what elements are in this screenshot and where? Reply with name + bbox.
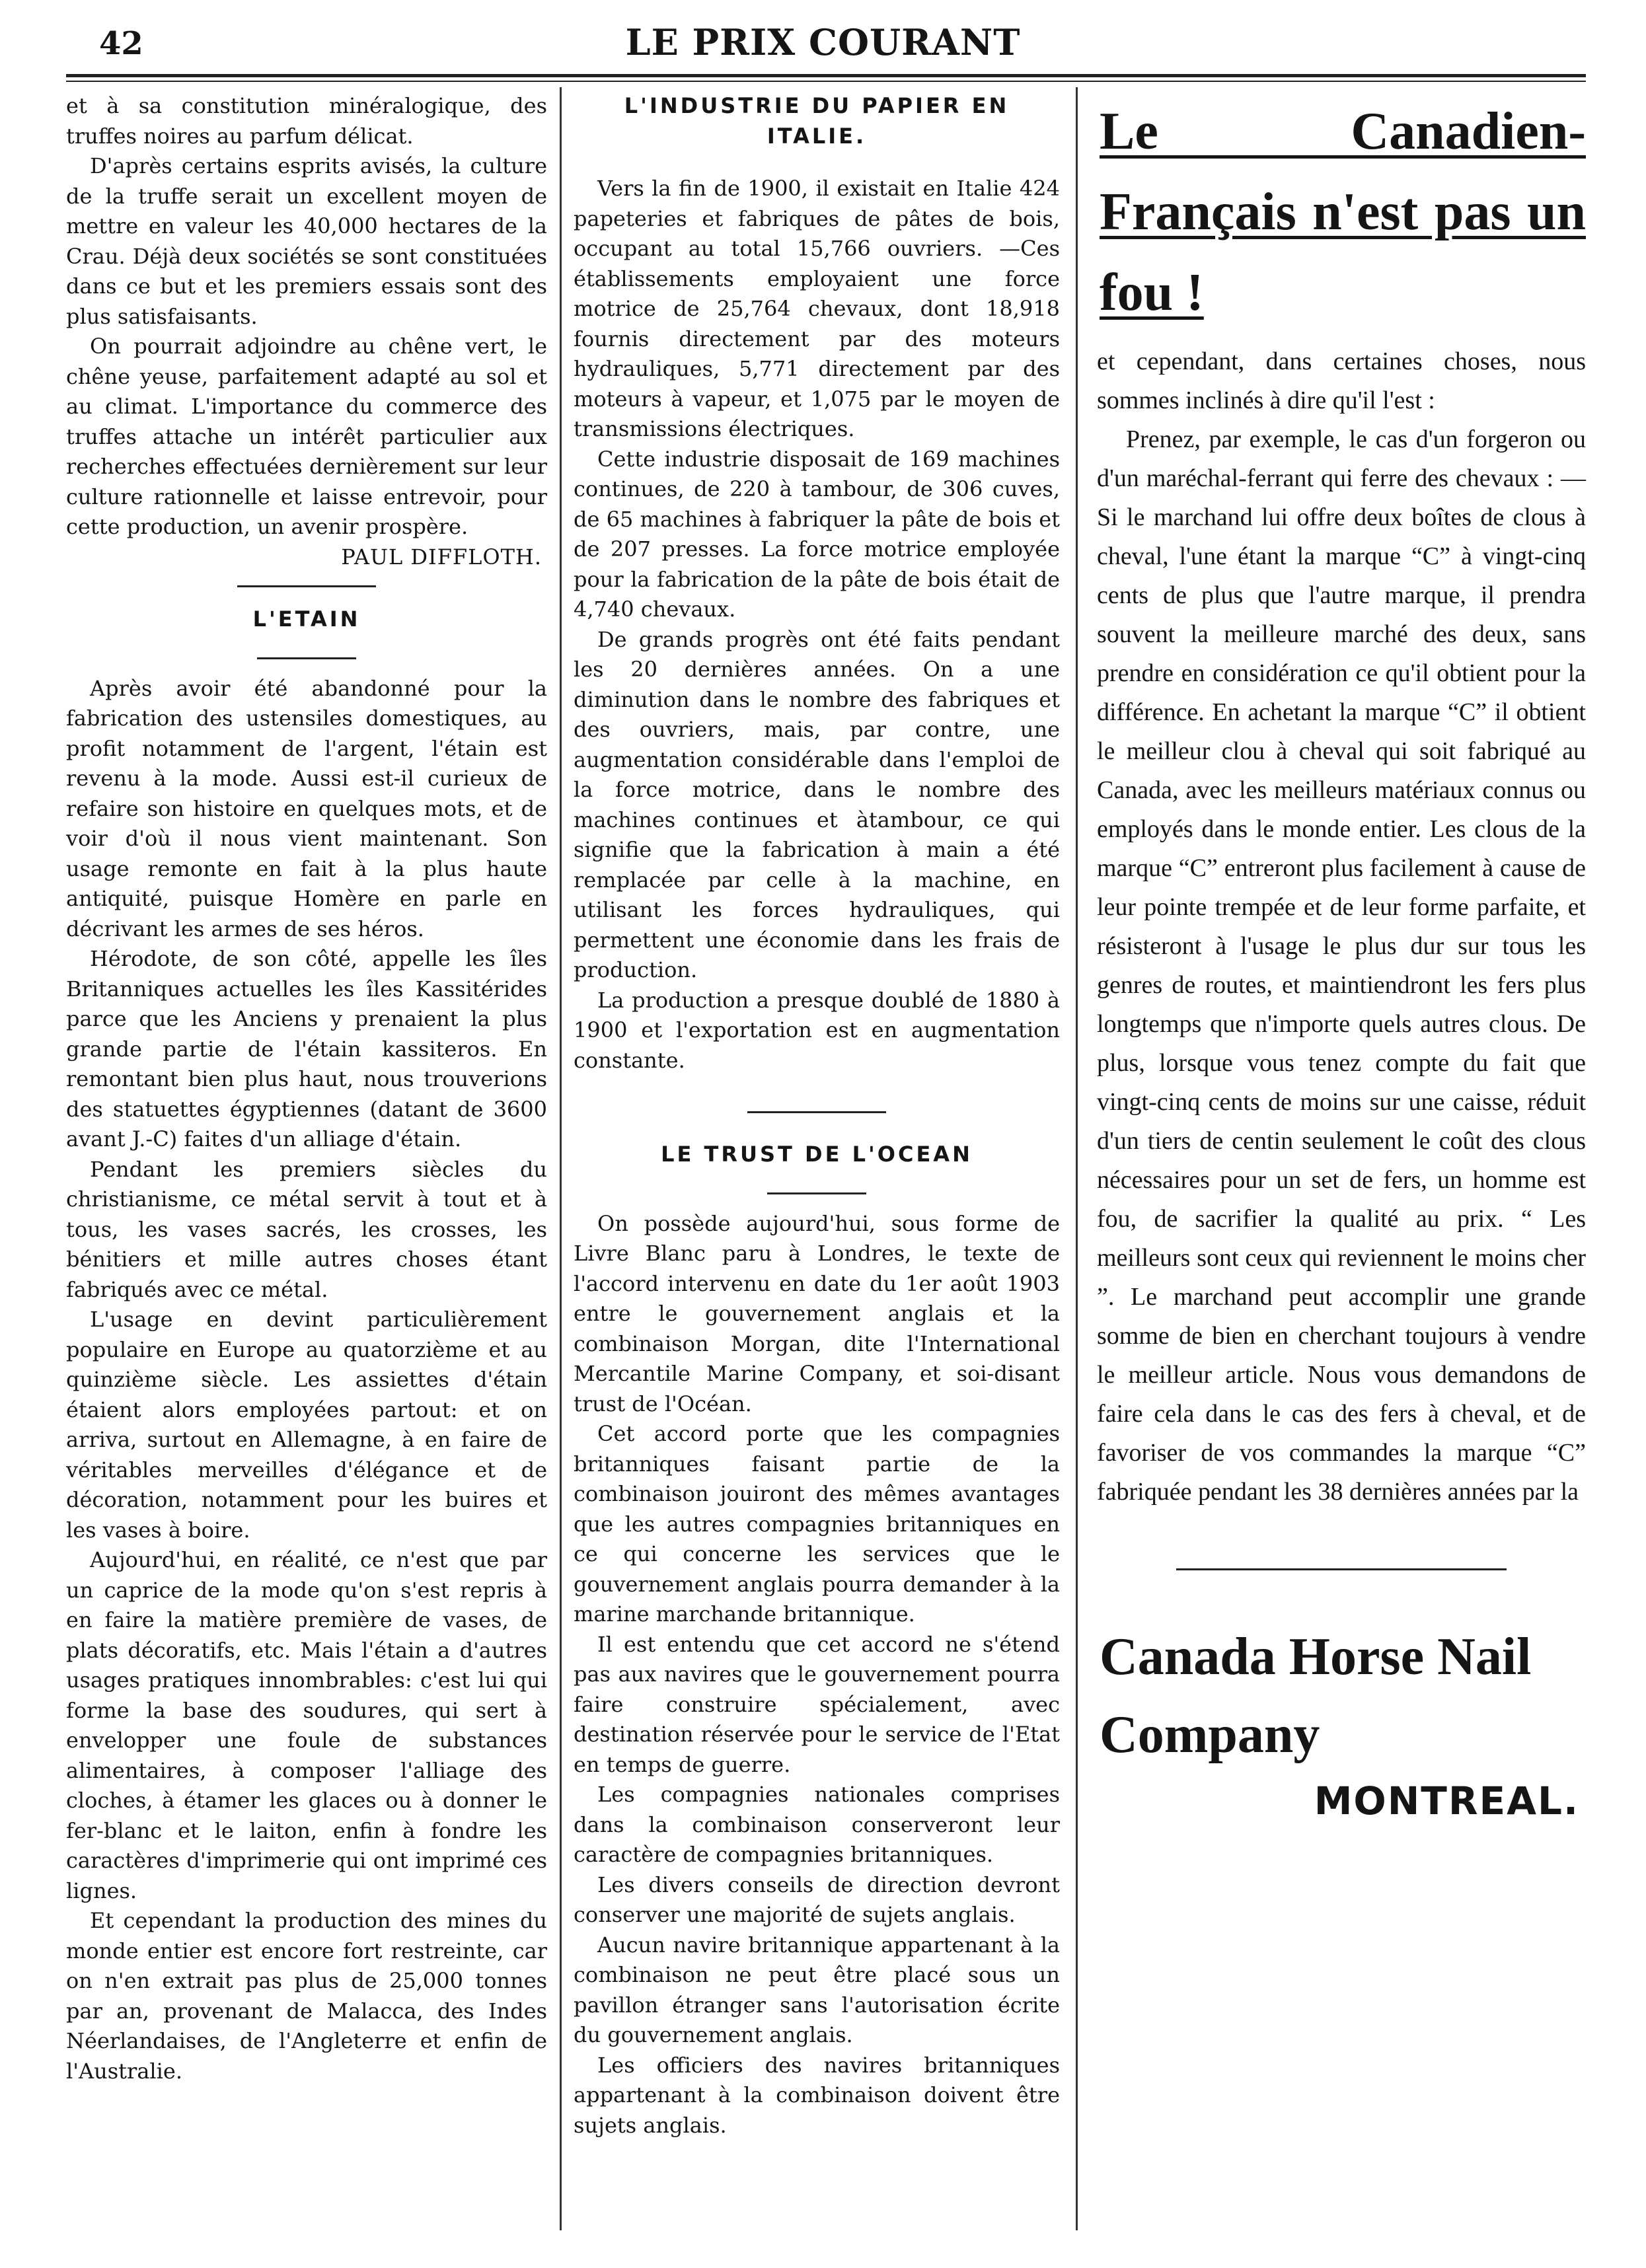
paragraph: Après avoir été abandonné pour la fabrication des ustensiles domestiques, au profit notamment de l'argent, l'étain est revenu à la mode. Aussi est-il curieux de refaire son histoire en quelques mots, et de voir d'où il nous vient maintenant. Son usage remonte en fait à la plus haute antiquité, puisque Homère en parle en décrivant les armes de ses héros. bbox=[66, 675, 547, 941]
column-divider-2 bbox=[1076, 87, 1078, 2230]
header-rule-thin bbox=[66, 81, 1586, 82]
ad-rule bbox=[1176, 1568, 1507, 1570]
paragraph: L'usage en devint particulièrement populaire en Europe au quatorzième et au quinzième siècle. Les assiettes d'étain étaient alors employées partout: et on arriva, surtout en Allemagne, à en faire de véritables merveilles d'élégance et de décoration, notamment pour les buires et les vases à boire. bbox=[66, 1307, 547, 1543]
section-rule bbox=[767, 1192, 866, 1194]
paragraph: Aucun navire britannique appartenant à la combinaison ne peut être placé sous un pavillon étranger sans l'autorisation écrite du gouvernement anglais. bbox=[574, 1932, 1060, 2047]
ad-paragraph: Prenez, par exemple, le cas d'un forgeron ou d'un maréchal-ferrant qui ferre des chevaux : — Si le marchand lui offre deux boîtes de clous à cheval, l'une étant la marque “C” à vingt-cinq cents de plus que l'autre marque, il prendra souvent la meilleure marché des deux, sans prendre en considération ce qu'il obtient pour la différence. En achetant la marque “C” il obtient le meilleur clou à cheval qui soit fabriqué au Canada, avec les meilleurs matériaux connus ou employés dans le monde entier. Les clous de la marque “C” entreront plus facilement à cause de leur pointe trempée et de leur forme parfaite, et résisteront à l'usage le plus dur sur tous les genres de routes, et maintiendront les fers plus longtemps que n'importe quels autres clous. De plus, lorsque vous tenez compte du fait que vingt-cinq cents de moins sur une caisse, réduit d'un tiers de centin seulement le coût des clous nécessaires pour un set de fers, un homme est fou, de sacrifier la qualité au prix. “ Les meilleurs sont ceux qui reviennent le moins cher ”. Le marchand peut accomplir une grande somme de bien en cherchant toujours à vendre le meilleur article. Nous vous demandons de faire cela dans le cas des fers à cheval, et de favoriser de vos commandes la marque “C” fabriquée pendant les 38 dernières années par la bbox=[1097, 425, 1586, 1506]
paragraph: Il est entendu que cet accord ne s'étend pas aux navires que le gouvernement pourra faire construire spécialement, avec destination réservée pour le service de l'Etat en temps de guerre. bbox=[574, 1631, 1060, 1777]
advertisement bbox=[1097, 91, 1586, 2228]
running-header-title: LE PRIX COURANT bbox=[625, 21, 1021, 63]
ad-company-name: Canada Horse Nail Company bbox=[1100, 1628, 1532, 1764]
paragraph: On pourrait adjoindre au chêne vert, le chêne yeuse, parfaitement adapté au sol et au climat. L'importance du commerce des truffes attache un intérêt particulier aux recherches effectuées dernièrement sur leur culture rationnelle et laisse entrevoir, pour cette production, un avenir prospère. bbox=[66, 334, 547, 539]
ad-city: MONTREAL. bbox=[1314, 1778, 1579, 1823]
paragraph: Hérodote, de son côté, appelle les îles Britanniques actuelles les îles Kassitérides parce que les Anciens y prenaient la plus grande partie de l'étain kassiteros. En remontant bien plus haut, nous trouverions des statuettes égyptiennes (datant de 3600 avant J.-C) faites d'un alliage d'étain. bbox=[66, 946, 547, 1152]
column-left bbox=[66, 91, 547, 2228]
column-divider-1 bbox=[560, 87, 562, 2230]
ad-headline: Le Canadien-Français n'est pas un fou ! bbox=[1100, 102, 1586, 322]
paragraph: La production a presque doublé de 1880 à 1900 et l'exportation est en augmentation constante. bbox=[574, 987, 1060, 1073]
ad-paragraph: et cependant, dans certaines choses, nous sommes inclinés à dire qu'il l'est : bbox=[1097, 348, 1586, 414]
paragraph: Pendant les premiers siècles du christianisme, ce métal servit à tout et à tous, les vases sacrés, les crosses, les bénitiers et mille autres choses étant fabriqués avec ce métal. bbox=[66, 1156, 547, 1302]
paragraph: De grands progrès ont été faits pendant les 20 dernières années. On a une diminution dans le nombre des fabriques et des ouvriers, mais, par contre, une augmentation considérable dans l'emploi de la force motrice, dans le nombre des machines continues et àtambour, ce qui signifie que la fabrication à main a été remplacée par celle à la machine, en utilisant les forces hydrauliques, qui permettent une économie dans les frais de production. bbox=[574, 626, 1060, 982]
paragraph: D'après certains esprits avisés, la culture de la truffe serait un excellent moyen de mettre en valeur les 40,000 hectares de la Crau. Déjà deux sociétés se sont constituées dans ce but et les premiers essais sont des plus satisfaisants. bbox=[66, 153, 547, 329]
paragraph: Les compagnies nationales comprises dans la combinaison conserveront leur caractère de compagnies britanniques. bbox=[574, 1782, 1060, 1867]
paragraph: et à sa constitution minéralogique, des truffes noires au parfum délicat. bbox=[66, 93, 547, 149]
section-rule bbox=[747, 1111, 886, 1113]
section-rule bbox=[237, 585, 376, 587]
paragraph: Et cependant la production des mines du monde entier est encore fort restreinte, car on n'en extrait pas plus de 25,000 tonnes par an, provenant de Malacca, des Indes Néerlandaises, de l'Angleterre et enfin de l'Australie. bbox=[66, 1908, 547, 2084]
paragraph: Aujourd'hui, en réalité, ce n'est que par un caprice de la mode qu'on s'est repris à en faire la matière première de vases, de plats décoratifs, etc. Mais l'étain a d'autres usages pratiques innombrables: c'est lui qui forme la base des soudures, qui sert à envelopper une foule de substances alimentaires, à composer l'alliage des cloches, à étamer les glaces ou à donner le fer-blanc et le laiton, enfin à fondre les caractères d'imprimerie qui ont imprimé ces lignes. bbox=[66, 1547, 547, 1903]
section-heading-trust: LE TRUST DE L'OCEAN bbox=[661, 1142, 973, 1167]
header-rule-thick bbox=[66, 74, 1586, 77]
paragraph: Cet accord porte que les compagnies britanniques faisant partie de la combinaison jouiront des mêmes avantages que les autres compagnies britanniques en ce qui concerne les services que le gouvernement anglais pourra demander à la marine marchande britannique. bbox=[574, 1421, 1060, 1627]
section-heading-etain: L'ETAIN bbox=[252, 606, 361, 632]
column-middle bbox=[574, 91, 1060, 2228]
paragraph: Les officiers des navires britanniques appartenant à la combinaison doivent être sujets anglais. bbox=[574, 2052, 1060, 2138]
page-number: 42 bbox=[99, 25, 143, 62]
paragraph: Vers la fin de 1900, il existait en Italie 424 papeteries et fabriques de pâtes de bois, occupant au total 15,766 ouvriers. —Ces établissements employaient une force motrice de 25,764 chevaux, dont 18,918 fournis directement par des moteurs hydrauliques, 5,771 directement par des moteurs à vapeur, et 1,075 par le moyen de transmissions électriques. bbox=[574, 176, 1060, 441]
paragraph: Cette industrie disposait de 169 machines continues, de 220 à tambour, de 306 cuves, de 65 machines à fabriquer la pâte de bois et de 207 presses. La force motrice employée pour la fabrication de la pâte de bois était de 4,740 chevaux. bbox=[574, 446, 1060, 622]
paragraph: On possède aujourd'hui, sous forme de Livre Blanc paru à Londres, le texte de l'accord intervenu en date du 1er août 1903 entre le gouvernement anglais et la combinaison Morgan, dite l'International Mercantile Marine Company, et soi-disant trust de l'Océan. bbox=[574, 1210, 1060, 1416]
section-heading-papier: L'INDUSTRIE DU PAPIER EN ITALIE. bbox=[624, 93, 1010, 149]
section-rule bbox=[257, 657, 356, 659]
author-signature: PAUL DIFFLOTH. bbox=[341, 544, 542, 569]
paragraph: Les divers conseils de direction devront conserver une majorité de sujets anglais. bbox=[574, 1872, 1060, 1927]
